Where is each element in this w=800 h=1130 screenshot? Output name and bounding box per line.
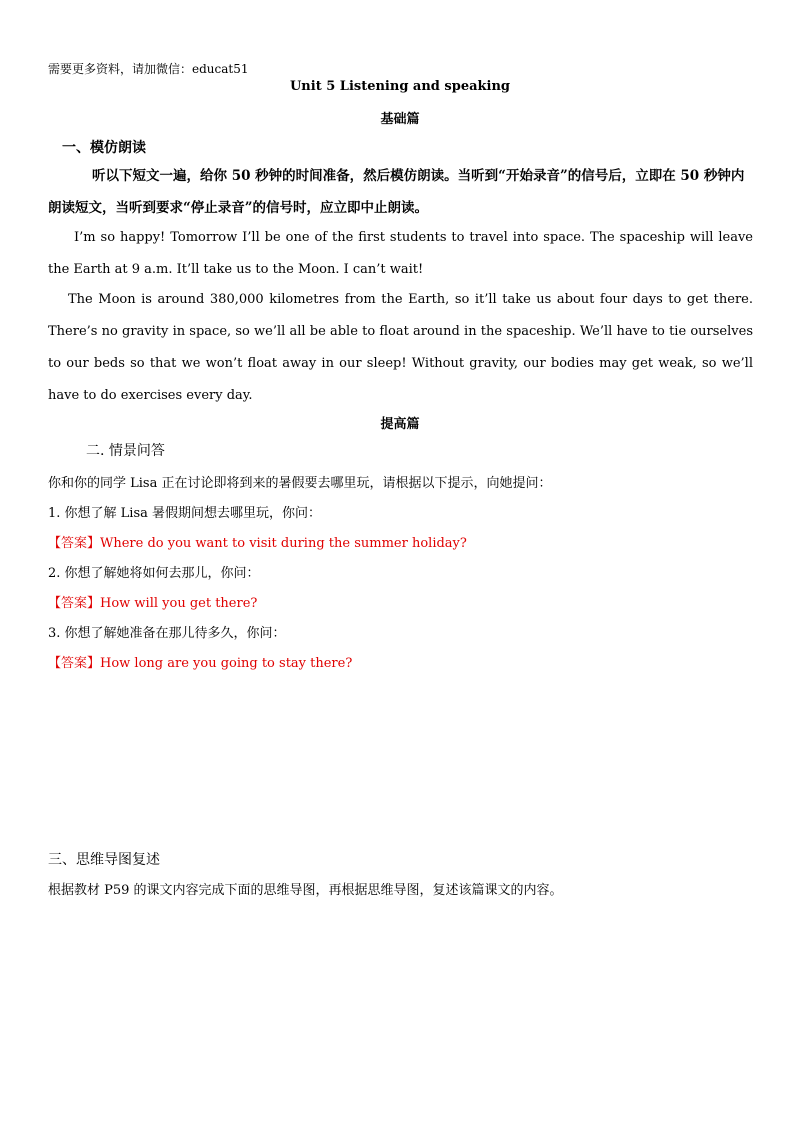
- header-note: 需要更多资料，请加微信：educat51: [48, 62, 249, 76]
- part2-heading: 二. 情景问答: [86, 443, 165, 459]
- answer-1: 【答案】Where do you want to visit during the summer holiday?: [48, 536, 467, 551]
- part3-instruction: 根据教材 P59 的课文内容完成下面的思维导图，再根据思维导图，复述该篇课文的内容。: [48, 883, 563, 898]
- answer-3: 【答案】How long are you going to stay there?: [48, 656, 353, 671]
- part3-heading: 三、思维导图复述: [48, 852, 160, 868]
- part1-heading: 一、模仿朗读: [62, 140, 146, 156]
- part1-instruction: 听以下短文一遍，给你 50 秒钟的时间准备，然后模仿朗读。当听到“开始录音”的信号后，立即在 50 秒钟内朗读短文，当听到要求“停止录音”的信号时，应立即中止朗读。: [48, 168, 745, 216]
- answer-2: 【答案】How will you get there?: [48, 596, 258, 611]
- passage-paragraph-2: The Moon is around 380,000 kilometres from the Earth, so it’ll take us about four days to get there. There’s no gravity in space, so we’ll all be able to float around in the spaceship. We’ll have to tie ourselves to our beds so that we won’t float away in our sleep! Without gravity, our bodies may get weak, so we’ll have to do exercises every day.: [48, 292, 753, 403]
- passage-paragraph-1: I’m so happy! Tomorrow I’ll be one of the first students to travel into space. The spaceship will leave the Earth at 9 a.m. It’ll take us to the Moon. I can’t wait!: [48, 230, 753, 277]
- part2-intro: 你和你的同学 Lisa 正在讨论即将到来的暑假要去哪里玩，请根据以下提示，向她提问：: [48, 476, 552, 491]
- question-1: 1. 你想了解 Lisa 暑假期间想去哪里玩，你问：: [48, 506, 322, 521]
- section-advanced-title: 提高篇: [380, 417, 420, 432]
- question-2: 2. 你想了解她将如何去那儿，你问：: [48, 566, 260, 581]
- unit-title: Unit 5 Listening and speaking: [289, 79, 511, 94]
- question-3: 3. 你想了解她准备在那儿待多久，你问：: [48, 626, 286, 641]
- section-basic-title: 基础篇: [380, 112, 420, 127]
